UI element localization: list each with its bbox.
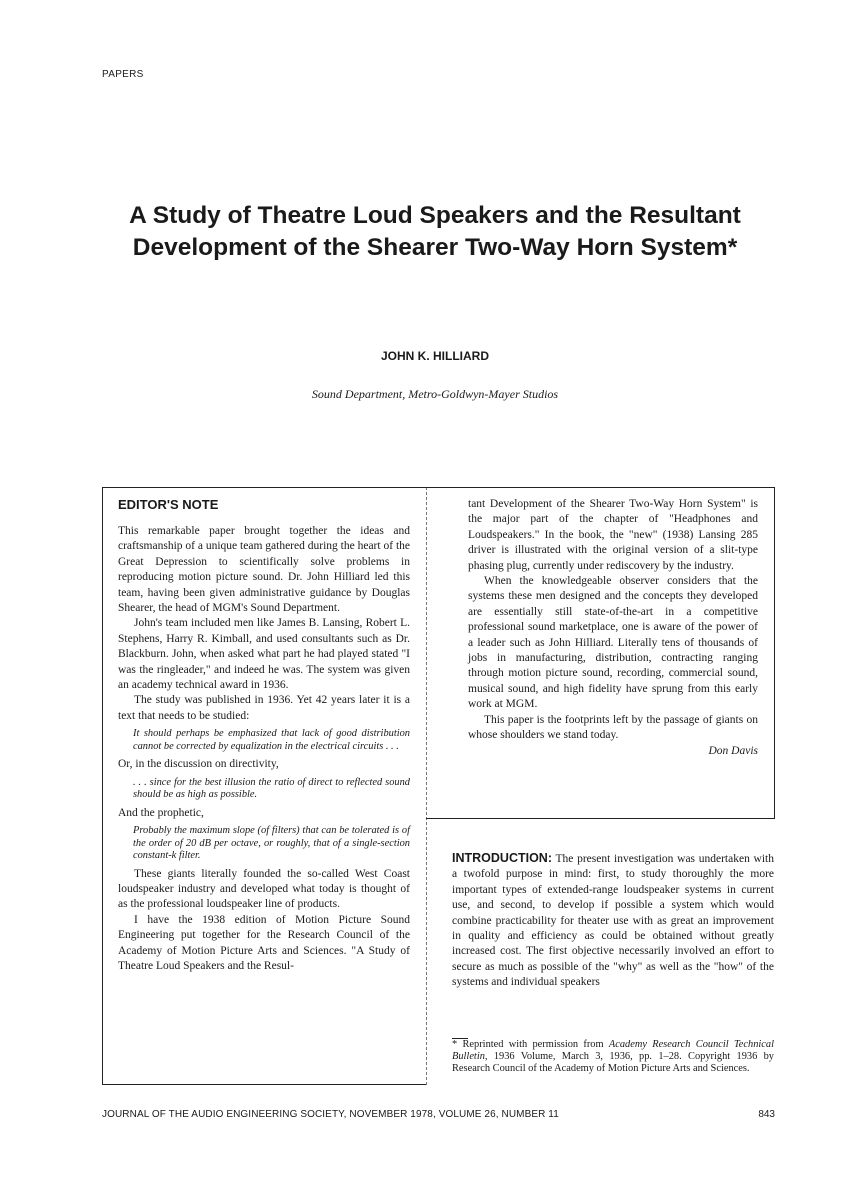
editors-note-quote: Probably the maximum slope (of filters) that can be tolerated is of the order of 20 dB per octave, or roughly, that of a single-section constant-k filter.: [133, 825, 410, 862]
section-label: PAPERS: [102, 69, 144, 80]
footnote-details: 1936 Volume, March 3, 1936, pp. 1–28. Copyright 1936 by Research Council of the Academy of Motion Picture Arts and Sciences.: [452, 1051, 774, 1075]
editors-note-paragraph: tant Development of the Shearer Two-Way Horn System" is the major part of the chapter of "Headphones and Loudspeakers." In the book, the "new" (1938) Lansing 285 driver is illustrated with the original version of a slit-type phasing plug, currently under rediscovery by the industry.: [468, 498, 758, 572]
footnote-marker: * Reprinted with permission from: [452, 1039, 609, 1050]
introduction-section: [452, 851, 774, 991]
editors-note-bridge: Or, in the discussion on directivity,: [118, 758, 279, 771]
journal-footer: JOURNAL OF THE AUDIO ENGINEERING SOCIETY, NOVEMBER 1978, VOLUME 26, NUMBER 11: [102, 1109, 559, 1120]
editors-note-paragraph: I have the 1938 edition of Motion Picture Sound Engineering put together for the Research Council of the Academy of Motion Picture Arts and Sciences. "A Study of Theatre Loud Speakers and the Resul-: [118, 913, 410, 973]
editors-note-paragraph: This remarkable paper brought together the ideas and craftsmanship of a unique team gathered during the heart of the Great Depression to scientifically solve problems in reproducing motion picture sound. Dr. John Hilliard led this team, having been given administrative guidance by Douglas Shearer, the head of MGM's Sound Department.: [118, 525, 410, 615]
editors-note-signature: Don Davis: [708, 744, 758, 757]
editors-note-paragraph: These giants literally founded the so-called West Coast loudspeaker industry and developed what today is thought of as the professional loudspeaker line of products.: [118, 867, 410, 911]
author-name: JOHN K. HILLIARD: [381, 349, 489, 363]
editors-note-heading: EDITOR'S NOTE: [118, 497, 219, 512]
introduction-text: The present investigation was undertaken with a twofold purpose in mind: first, to study thoroughly the more important types of extended-range loudspeaker systems in current use, and second, to develop if possible a system which would combine practicability for theater use with as great an improvement in quality and efficiency as could be obtained without greatly increased cost. The first objective necessarily involved an effort to secure as much as possible of the "why" as well as the "how" of the systems and individual speakers: [452, 853, 774, 989]
footnote: [452, 1039, 774, 1076]
page-number: 843: [758, 1109, 775, 1120]
editors-note-paragraph: John's team included men like James B. Lansing, Robert L. Stephens, Harry R. Kimball, and used consultants such as Dr. Blackburn. John, when asked what part he had played stated "I was the ringleader," and indeed he was. The system was given an academy technical award in 1936.: [118, 617, 410, 692]
editors-note-quote: . . . since for the best illusion the ratio of direct to reflected sound should be as high as possible.: [133, 776, 410, 801]
editors-note-quote: It should perhaps be emphasized that lack of good distribution cannot be corrected by equalization in the electrical circuits . . .: [133, 728, 410, 752]
editors-note-column-1: [118, 524, 410, 974]
editors-note-paragraph: When the knowledgeable observer considers that the systems these men designed and the concepts they developed are essentially still state-of-the-art in a competitive professional sound marketplace, one is aware of the power of a leader such as John Hilliard. Literally tens of thousands of jobs in manufacturing, distribution, contracting ranging through motion picture sound, recording, commercial sound, musical sound, and high fidelity have sprung from this early work at MGM.: [468, 575, 758, 711]
footnote-source: Academy Research Council Technical Bulletin,: [452, 1039, 774, 1063]
editors-note-paragraph: The study was published in 1936. Yet 42 years later it is a text that needs to be studied:: [118, 694, 410, 722]
editors-note-column-2: [468, 497, 758, 759]
article-title: A Study of Theatre Loud Speakers and the Resultant Development of the Shearer Two-Way Horn System*: [129, 202, 741, 261]
editors-note-bridge: And the prophetic,: [118, 806, 204, 819]
editors-note-paragraph: This paper is the footprints left by the passage of giants on whose shoulders we stand today.: [468, 713, 758, 742]
author-affiliation: Sound Department, Metro-Goldwyn-Mayer Studios: [311, 387, 559, 401]
introduction-heading: INTRODUCTION:: [452, 851, 552, 865]
